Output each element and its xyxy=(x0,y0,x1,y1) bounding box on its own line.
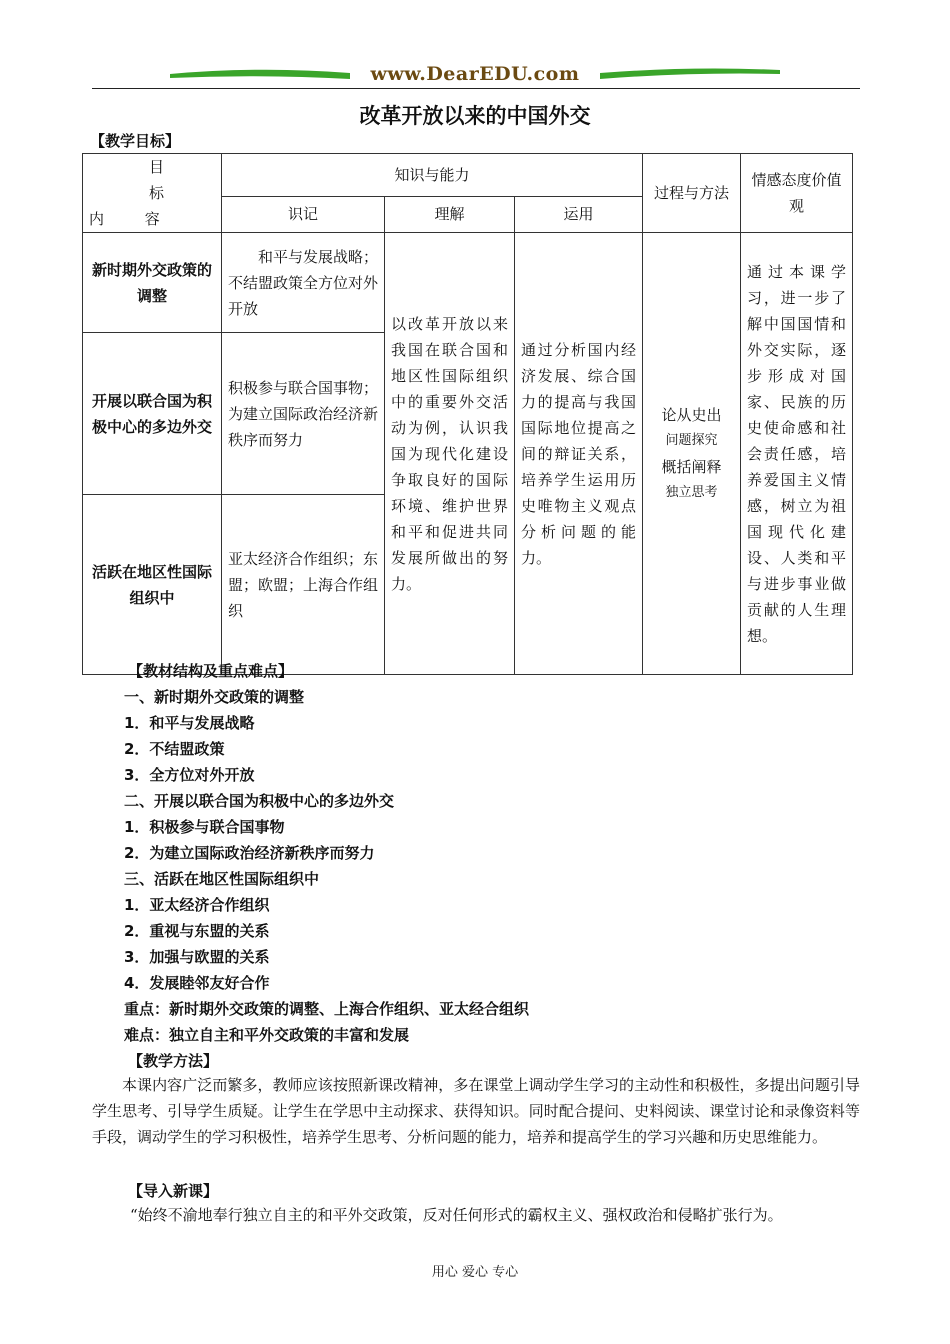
understand-cell: 以改革开放以来我国在联合国和地区性国际组织中的重要外交活动为例，认识我国为现代化建设争取良好的国际环境、维护世界和平和促进共同发展所做出的努力。 xyxy=(385,233,515,675)
structure-line: 2．重视与东盟的关系 xyxy=(124,922,270,940)
page-title: 改革开放以来的中国外交 xyxy=(359,104,591,128)
structure-line: 1．积极参与联合国事物 xyxy=(124,818,285,836)
structure-line: 1．和平与发展战略 xyxy=(124,714,255,732)
page-footer: 用心 爱心 专心 xyxy=(431,1265,519,1280)
structure-line: 3．全方位对外开放 xyxy=(124,766,255,784)
structure-heading: 【教材结构及重点难点】 xyxy=(128,662,294,680)
header-memory: 识记 xyxy=(222,196,385,232)
header-process: 过程与方法 xyxy=(643,154,741,233)
row-topic: 开展以联合国为积极中心的多边外交 xyxy=(83,333,222,495)
structure-line: 2．不结盟政策 xyxy=(124,740,225,758)
header-content: 内 容 xyxy=(89,210,178,228)
structure-line: 4．发展睦邻友好合作 xyxy=(124,974,270,992)
site-url: www.DearEDU.com xyxy=(370,63,580,85)
goals-heading: 【教学目标】 xyxy=(90,132,181,150)
header-rule xyxy=(92,88,860,89)
header-emotion: 情感态度价值观 xyxy=(741,154,853,233)
method-item: 问题探究 xyxy=(665,432,718,448)
row-topic: 活跃在地区性国际组织中 xyxy=(83,495,222,675)
method-item: 独立思考 xyxy=(665,484,718,500)
difficult-point: 难点：独立自主和平外交政策的丰富和发展 xyxy=(124,1026,410,1044)
emotion-cell: 通过本课学习，进一步了解中国国情和外交实际，逐步形成对国家、民族的历史使命感和社会责任感，培养爱国主义情感，树立为祖国现代化建设、人类和平与进步事业做贡献的人生理想。 xyxy=(741,233,853,675)
structure-line: 1．亚太经济合作组织 xyxy=(124,896,270,914)
row-memory: 和平与发展战略；不结盟政策全方位对外开放 xyxy=(222,233,385,333)
apply-cell: 通过分析国内经济发展、综合国力的提高与我国国际地位提高之间的辩证关系，培养学生运用历史唯物主义观点分析问题的能力。 xyxy=(515,233,643,675)
key-point: 重点：新时期外交政策的调整、上海合作组织、亚太经合组织 xyxy=(124,1000,530,1018)
structure-line: 二、开展以联合国为积极中心的多边外交 xyxy=(124,792,395,810)
method-item: 论从史出 xyxy=(661,405,722,424)
method-heading: 【教学方法】 xyxy=(128,1052,219,1070)
method-item: 概括阐释 xyxy=(661,457,722,476)
row-memory: 亚太经济合作组织；东盟；欧盟；上海合作组织 xyxy=(222,495,385,675)
method-paragraph: 本课内容广泛而繁多，教师应该按照新课改精神，多在课堂上调动学生学习的主动性和积极性，多提出问题引导学生思考、引导学生质疑。让学生在学思中主动探求、获得知识。同时配合提问、史料阅读、课堂讨论和录像资料等手段，调动学生的学习积极性，培养学生思考、分析问题的能力，培养和提高学生的学习兴趣和历史思维能力。 xyxy=(92,1076,860,1146)
methods-cell xyxy=(643,233,741,675)
header-understand: 理解 xyxy=(385,196,515,232)
goals-table xyxy=(82,153,853,675)
header-apply: 运用 xyxy=(515,196,643,232)
intro-heading: 【导入新课】 xyxy=(128,1182,219,1200)
structure-line: 三、活跃在地区性国际组织中 xyxy=(124,870,320,888)
row-memory: 积极参与联合国事物；为建立国际政治经济新秩序而努力 xyxy=(222,333,385,495)
row-topic: 新时期外交政策的调整 xyxy=(83,233,222,333)
header-target-content xyxy=(83,154,222,233)
intro-paragraph: “始终不渝地奉行独立自主的和平外交政策，反对任何形式的霸权主义、强权政治和侵略扩张行为。 xyxy=(130,1206,783,1224)
header-knowledge: 知识与能力 xyxy=(222,154,643,197)
structure-line: 一、新时期外交政策的调整 xyxy=(124,688,305,706)
structure-line: 2．为建立国际政治经济新秩序而努力 xyxy=(124,844,375,862)
site-banner xyxy=(150,60,800,90)
header-target: 目 标 xyxy=(149,158,183,202)
structure-line: 3．加强与欧盟的关系 xyxy=(124,948,270,966)
